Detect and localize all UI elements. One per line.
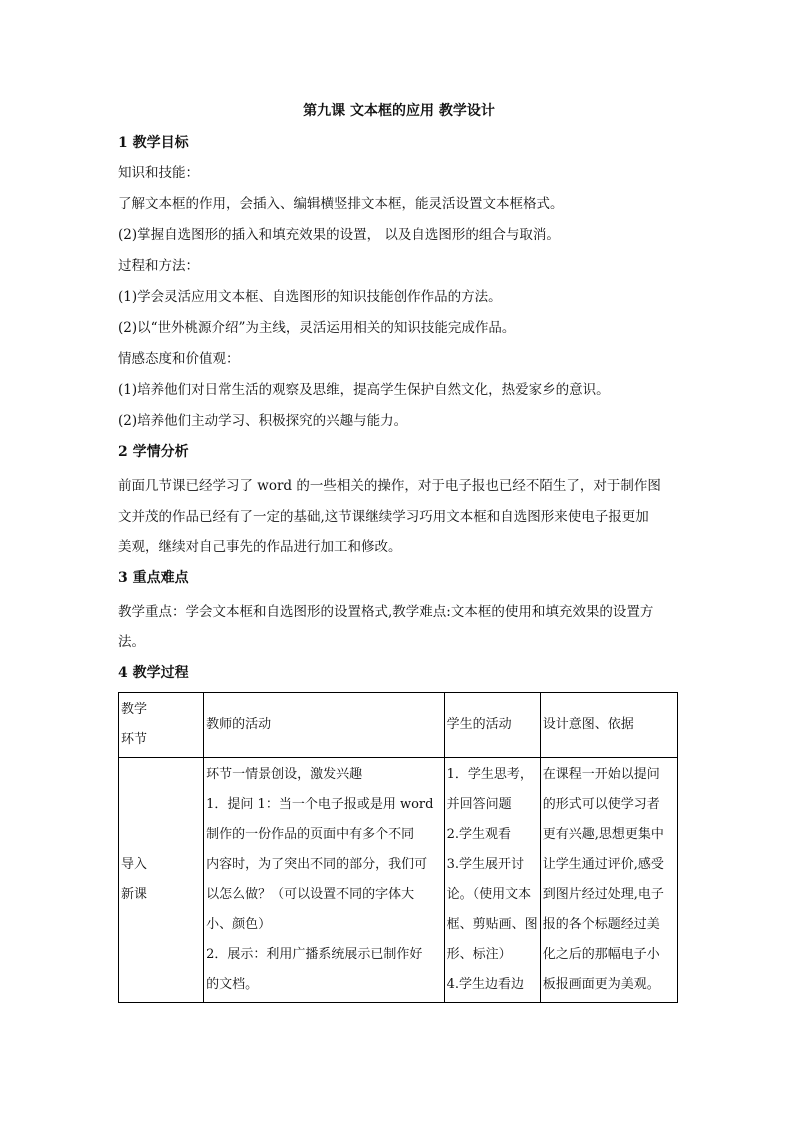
- document-page: [118, 100, 680, 1003]
- cell-text: 3.学生展开讨: [446, 856, 524, 872]
- keypoints-line: 法。: [118, 634, 145, 650]
- cell-text: 报的各个标题经过美: [542, 916, 660, 932]
- cell-text: 以怎么做？（可以设置不同的字体大: [206, 886, 415, 902]
- table-header-row: [119, 692, 678, 757]
- cell-text: 形、标注）: [446, 946, 512, 962]
- subheading-attitude: 情感态度和价值观：: [118, 351, 240, 367]
- cell-text: 1．提问 1：当一个电子报或是用 word: [206, 796, 434, 812]
- cell-text: 的形式可以使学习者: [542, 796, 660, 812]
- analysis-paragraph: [118, 471, 680, 563]
- cell-text: 论。（使用文本: [446, 886, 532, 902]
- header-cell-stage: [119, 692, 204, 757]
- table-row: [119, 757, 678, 1002]
- header-text: 环节: [121, 731, 148, 747]
- cell-design-rationale: [540, 757, 677, 1002]
- cell-teacher-activity: [204, 757, 444, 1002]
- cell-text: 在课程一开始以提问: [542, 766, 660, 782]
- objective-attitude-2: (2)培养他们主动学习、积极探究的兴趣与能力。: [118, 413, 408, 429]
- cell-text: 到图片经过处理,电子: [542, 886, 664, 902]
- cell-text: 化之后的那幅电子小: [542, 946, 660, 962]
- cell-text: 更有兴趣,思想更集中: [542, 826, 664, 842]
- cell-text: 板报画面更为美观。: [542, 976, 660, 992]
- cell-text: 2.学生观看: [446, 826, 511, 842]
- cell-text: 并回答问题: [446, 796, 512, 812]
- cell-text: 的文档。: [206, 976, 259, 992]
- header-text: 教学: [121, 701, 148, 717]
- cell-text: 让学生通过评价,感受: [542, 856, 664, 872]
- cell-text: 导入: [121, 856, 148, 872]
- header-cell-rationale: [540, 692, 677, 757]
- header-cell-teacher: [204, 692, 444, 757]
- cell-text: 新课: [121, 886, 148, 902]
- objective-process-1: (1)学会灵活应用文本框、自选图形的知识技能创作作品的方法。: [118, 289, 502, 305]
- cell-stage: [119, 757, 204, 1002]
- section-heading-keypoints: 3 重点难点: [118, 569, 189, 586]
- cell-student-activity: [444, 757, 540, 1002]
- header-cell-student: [444, 692, 540, 757]
- objective-attitude-1: (1)培养他们对日常生活的观察及思维，提高学生保护自然文化，热爱家乡的意识。: [118, 382, 610, 398]
- section-heading-process: 4 教学过程: [118, 664, 189, 681]
- section-heading-analysis: 2 学情分析: [118, 444, 189, 460]
- cell-text: 1．学生思考，: [446, 766, 533, 782]
- header-text: 学生的活动: [446, 716, 512, 732]
- cell-text: 小、颜色）: [206, 916, 272, 932]
- cell-text: 框、剪贴画、图: [446, 916, 538, 932]
- teaching-process-table: [118, 692, 678, 1003]
- keypoints-line: 教学重点：学会文本框和自选图形的设置格式,教学难点:文本框的使用和填充效果的设置方: [118, 603, 654, 620]
- keypoints-paragraph: [118, 597, 680, 658]
- analysis-line: 前面几节课已经学习了 word 的一些相关的操作，对于电子报也已经不陌生了，对于制作图: [118, 478, 661, 494]
- subheading-process: 过程和方法：: [118, 258, 199, 274]
- section-heading-objectives: 1 教学目标: [118, 135, 189, 151]
- cell-text: 2．展示：利用广播系统展示已制作好: [206, 946, 423, 962]
- objective-process-2: (2)以“世外桃源介绍”为主线，灵活运用相关的知识技能完成作品。: [118, 320, 516, 336]
- header-text: 教师的活动: [206, 716, 272, 732]
- cell-text: 内容时，为了突出不同的部分，我们可: [206, 856, 428, 872]
- cell-text: 4.学生边看边: [446, 976, 524, 992]
- cell-text: 环节一情景创设，激发兴趣: [206, 766, 363, 782]
- objective-knowledge-2: (2)掌握自选图形的插入和填充效果的设置， 以及自选图形的组合与取消。: [118, 227, 560, 243]
- analysis-line: 美观，继续对自己事先的作品进行加工和修改。: [118, 539, 402, 555]
- document-title: 第九课 文本框的应用 教学设计: [303, 103, 495, 119]
- analysis-line: 文并茂的作品已经有了一定的基础,这节课继续学习巧用文本框和自选图形来使电子报更加: [118, 508, 649, 525]
- header-text: 设计意图、依据: [542, 716, 634, 732]
- subheading-knowledge: 知识和技能：: [118, 165, 199, 181]
- objective-knowledge-1: 了解文本框的作用，会插入、编辑横竖排文本框，能灵活设置文本框格式。: [118, 196, 564, 212]
- cell-text: 制作的一份作品的页面中有多个不同: [206, 826, 415, 842]
